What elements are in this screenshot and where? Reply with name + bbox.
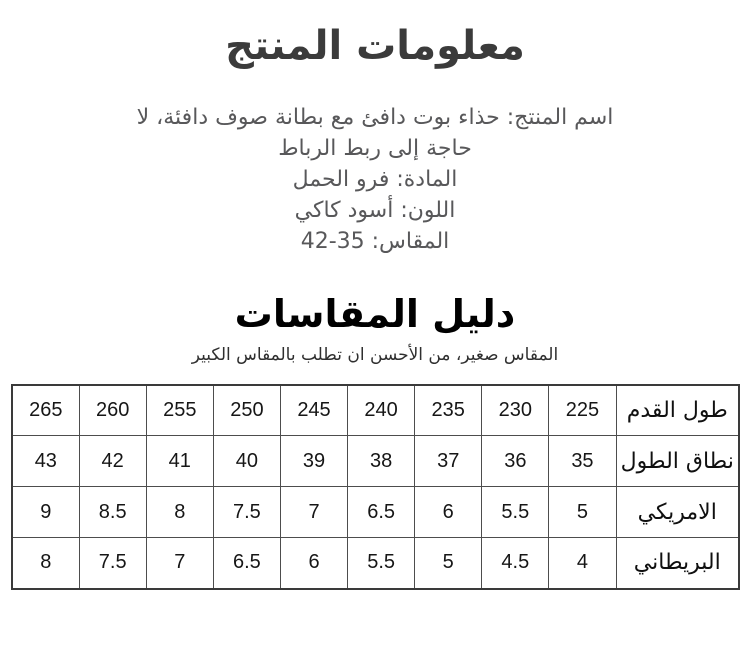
size-value-cell: 39 [280,436,347,487]
size-value-cell: 225 [549,385,616,436]
size-value-cell: 7 [146,538,213,589]
size-value-cell: 4.5 [482,538,549,589]
size-value-cell: 38 [348,436,415,487]
size-value-cell: 36 [482,436,549,487]
size-value-cell: 235 [415,385,482,436]
size-value-cell: 240 [348,385,415,436]
size-value-cell: 260 [79,385,146,436]
product-material-line: المادة: فرو الحمل [292,167,458,192]
size-guide-note: المقاس صغير، من الأحسن ان تطلب بالمقاس الكبير [191,344,559,365]
size-value-cell: 4 [549,538,616,589]
size-value-cell: 7.5 [213,487,280,538]
size-value-cell: 8 [146,487,213,538]
product-size-line: المقاس: 35-42 [300,229,450,254]
size-value-cell: 5 [415,538,482,589]
size-value-cell: 41 [146,436,213,487]
row-label-cell: البريطاني [616,538,739,589]
row-label-cell: نطاق الطول [616,436,739,487]
size-value-cell: 37 [415,436,482,487]
size-value-cell: 265 [12,385,79,436]
row-label-cell: الامريكي [616,487,739,538]
size-value-cell: 6 [415,487,482,538]
size-value-cell: 5 [549,487,616,538]
table-row [12,538,739,589]
size-value-cell: 6 [280,538,347,589]
size-guide-title: دليل المقاسات [234,291,516,336]
row-label-cell: طول القدم [616,385,739,436]
size-value-cell: 9 [12,487,79,538]
size-value-cell: 7.5 [79,538,146,589]
size-value-cell: 245 [280,385,347,436]
size-value-cell: 7 [280,487,347,538]
table-row [12,436,739,487]
size-value-cell: 8.5 [79,487,146,538]
size-value-cell: 43 [12,436,79,487]
size-value-cell: 250 [213,385,280,436]
size-value-cell: 6.5 [348,487,415,538]
table-row [12,487,739,538]
size-value-cell: 255 [146,385,213,436]
size-value-cell: 5.5 [348,538,415,589]
size-value-cell: 230 [482,385,549,436]
product-description [0,102,750,257]
size-value-cell: 5.5 [482,487,549,538]
table-row [12,385,739,436]
size-value-cell: 6.5 [213,538,280,589]
size-value-cell: 42 [79,436,146,487]
size-value-cell: 35 [549,436,616,487]
product-name-line: اسم المنتج: حذاء بوت دافئ مع بطانة صوف دافئة، لا [136,105,614,130]
size-value-cell: 8 [12,538,79,589]
page-title: معلومات المنتج [225,23,525,69]
product-info-page [0,22,750,646]
product-color-line: اللون: أسود كاكي [294,198,456,223]
product-name-line-wrap: حاجة إلى ربط الرباط [278,136,472,161]
size-table [11,384,740,590]
size-value-cell: 40 [213,436,280,487]
size-table-body [12,385,739,589]
